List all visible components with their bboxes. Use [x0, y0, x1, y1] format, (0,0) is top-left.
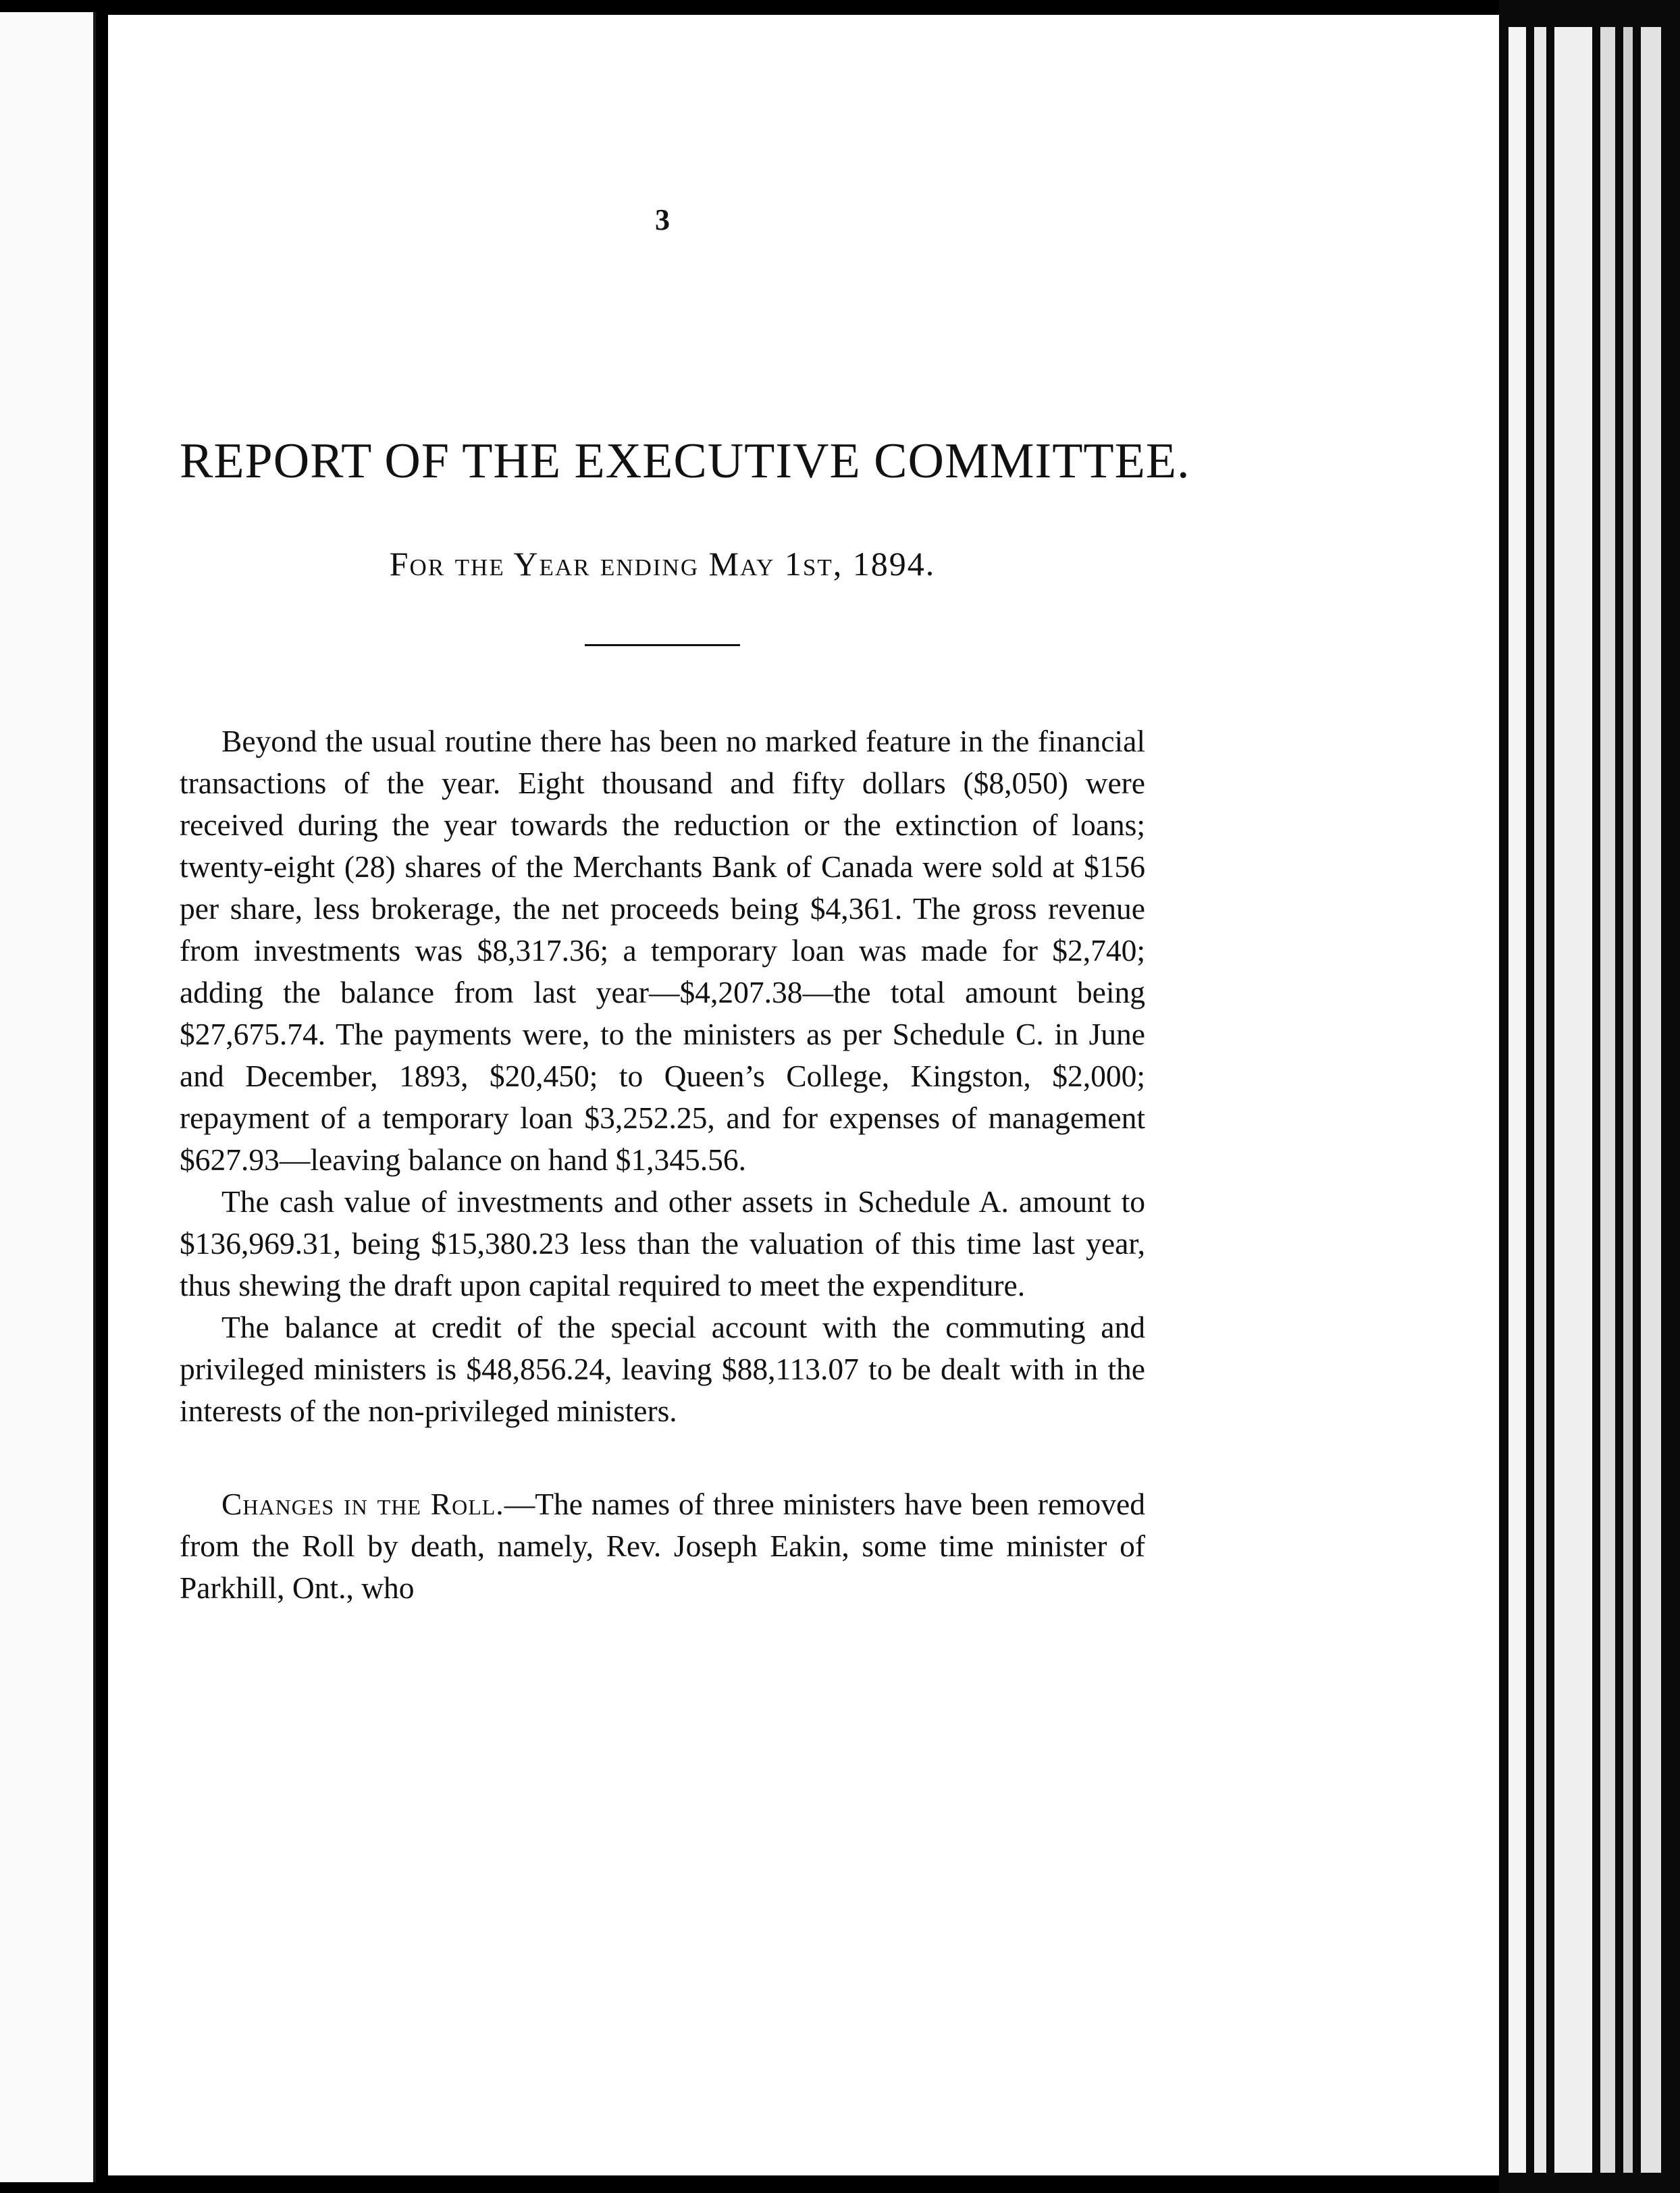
paragraph-special-account: The balance at credit of the special account with the commuting and privileged ministers is $48,856.24, leaving $88,113.07 to be dealt with in the interests of the non-privileged ministers.	[180, 1310, 1145, 1428]
page-edge	[1600, 27, 1615, 2173]
page-edge	[1534, 27, 1546, 2173]
paragraph-financial-summary: Beyond the usual routine there has been no marked feature in the financial transactions of the year. Eight thousand and fifty dollars ($8,050) were received during the year towards the reduction or the extinction of loans; twenty-eight (28) shares of the Merchants Bank of Canada were sold at $156 per share, less brokerage, the net proceeds being $4,361. The gross revenue from investments was $8,317.36; a temporary loan was made for $2,740; adding the balance from last year—$4,207.38—the total amount being $27,675.74. The payments were, to the ministers as per Schedule C. in June and December, 1893, $20,450; to Queen’s College, Kingston, $2,000; repayment of a temporary loan $3,252.25, and for expenses of management $627.93—leaving balance on hand $1,345.56.	[180, 724, 1145, 1177]
paragraph-cash-value: The cash value of investments and other assets in Schedule A. amount to $136,969.31, being $15,380.23 less than the valuation of this time last year, thus shewing the draft upon capital required to meet the expenditure.	[180, 1184, 1145, 1302]
title-divider	[585, 644, 740, 646]
page-content	[180, 203, 1190, 1609]
section-heading: Changes in the Roll.	[221, 1487, 504, 1521]
report-subtitle: For the Year ending May 1st, 1894.	[389, 545, 936, 583]
facing-page-edge	[0, 12, 96, 2182]
paragraph-changes-in-roll	[180, 1483, 1145, 1609]
page-edge	[1508, 27, 1526, 2173]
section-gap	[180, 1432, 1145, 1483]
section-text: —The names of three ministers have been removed from the Roll by death, namely, Rev. Joseph Eakin, some time minister of Parkhill, Ont., who	[180, 1487, 1145, 1605]
page-edge	[1554, 27, 1592, 2173]
page-number: 3	[655, 203, 670, 236]
page-edge	[1623, 27, 1633, 2173]
page-edge	[1641, 27, 1661, 2173]
page-stack-edges	[1499, 0, 1680, 2193]
report-title: REPORT OF THE EXECUTIVE COMMITTEE.	[180, 433, 1190, 489]
